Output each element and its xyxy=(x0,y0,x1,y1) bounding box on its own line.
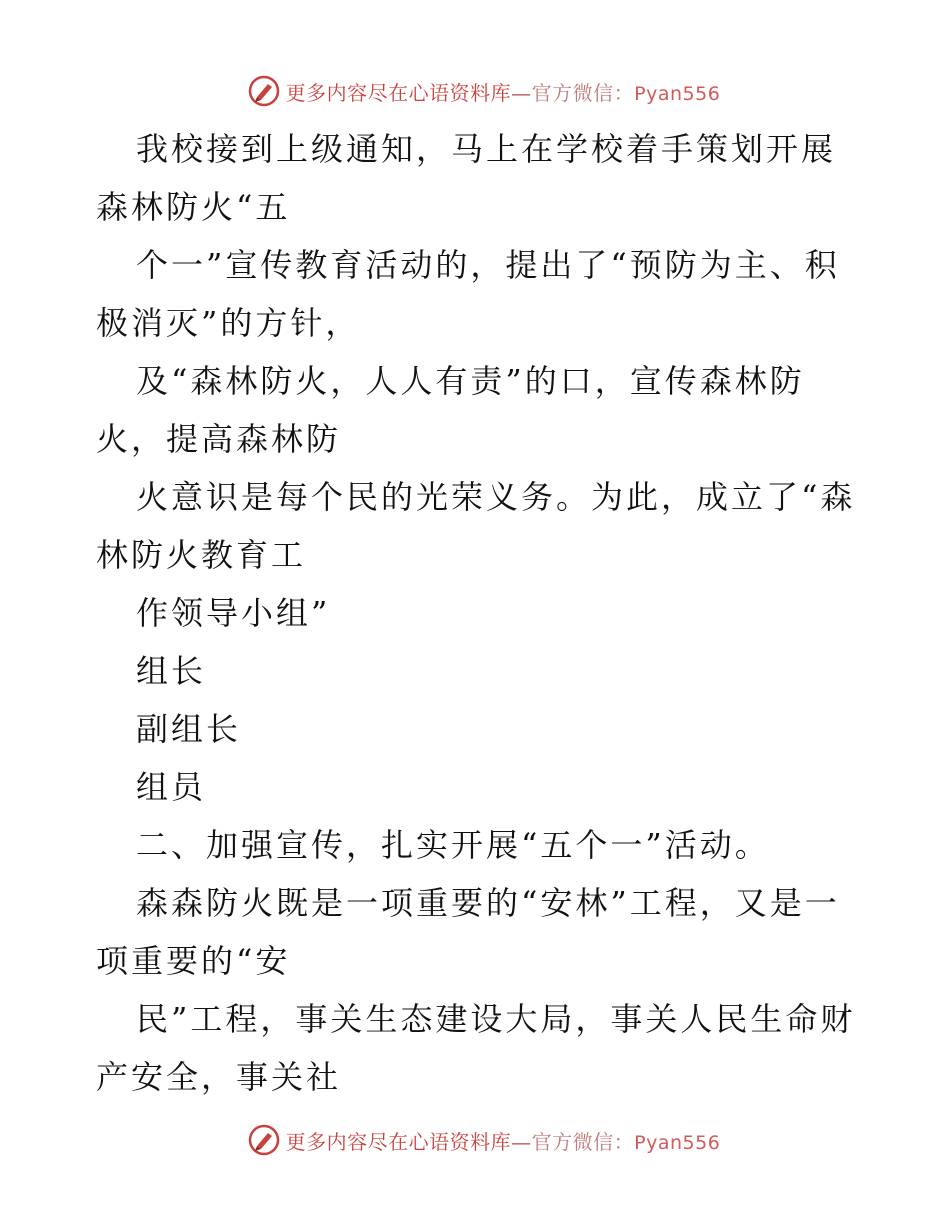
banner-text xyxy=(286,1126,721,1155)
banner-prefix: 更多内容尽在心语资料库 xyxy=(285,1129,512,1154)
paragraph: 组员 xyxy=(136,768,207,806)
paragraph: 组长 xyxy=(136,652,207,690)
paragraph: 火意识是每个民的光荣义务。为此，成立了“森林防火教育工 xyxy=(96,478,856,574)
banner-wechat-label: 官方微信： xyxy=(531,1129,635,1154)
paragraph: 副组长 xyxy=(136,710,242,748)
paragraph: 我校接到上级通知，马上在学校着手策划开展森林防火“五 xyxy=(96,130,837,226)
paragraph: 二、加强宣传，扎实开展“五个一”活动。 xyxy=(136,826,770,864)
paragraph: 及“森林防火，人人有责”的口，宣传森林防火，提高森林防 xyxy=(96,362,805,458)
pen-logo-icon xyxy=(248,1124,280,1156)
paragraph: 森森防火既是一项重要的“安林”工程，又是一项重要的“安 xyxy=(96,884,840,980)
banner-text xyxy=(286,77,721,106)
banner-dash: — xyxy=(511,80,532,105)
paragraph: 个一”宣传教育活动的，提出了“预防为主、积极消灭”的方针， xyxy=(96,246,840,342)
banner-dash: — xyxy=(511,1129,532,1154)
document-body xyxy=(96,120,856,1106)
banner-wechat-id: Pyan556 xyxy=(634,82,721,105)
banner-wechat-id: Pyan556 xyxy=(634,1131,721,1154)
header-banner xyxy=(0,71,950,111)
banner-wechat-label: 官方微信： xyxy=(531,80,635,105)
banner-prefix: 更多内容尽在心语资料库 xyxy=(285,80,512,105)
pen-logo-icon xyxy=(248,75,280,107)
paragraph: 作领导小组” xyxy=(136,594,331,632)
footer-banner xyxy=(0,1120,950,1160)
paragraph: 民”工程，事关生态建设大局，事关人民生命财产安全，事关社 xyxy=(96,1000,856,1096)
